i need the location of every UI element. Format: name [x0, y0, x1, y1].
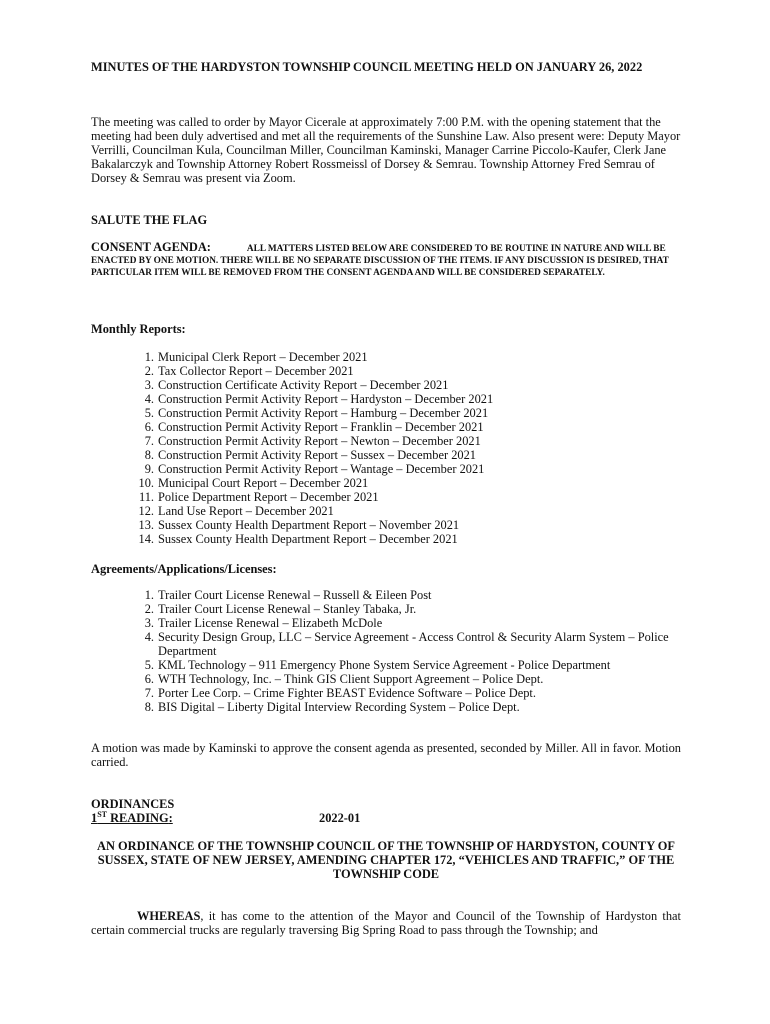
list-text: Construction Permit Activity Report – Sussex – December 2021 [158, 448, 476, 462]
list-text: Land Use Report – December 2021 [158, 504, 334, 518]
monthly-reports-heading: Monthly Reports: [91, 322, 186, 336]
list-item [130, 434, 690, 448]
reading-label [91, 811, 173, 825]
list-item [130, 672, 690, 686]
list-text: Porter Lee Corp. – Crime Fighter BEAST Evidence Software – Police Dept. [158, 686, 536, 700]
list-text: Construction Permit Activity Report – Wantage – December 2021 [158, 462, 485, 476]
reading-colon: : [168, 811, 173, 825]
list-text: Police Department Report – December 2021 [158, 490, 379, 504]
list-text: Construction Certificate Activity Report – December 2021 [158, 378, 449, 392]
list-text: Construction Permit Activity Report – Hamburg – December 2021 [158, 406, 489, 420]
agreements-heading: Agreements/Applications/Licenses: [91, 562, 277, 576]
list-number: 3. [144, 378, 154, 392]
list-number: 13. [138, 518, 154, 532]
list-item [130, 462, 690, 476]
list-item [130, 504, 690, 518]
list-number: 6. [144, 420, 154, 434]
consent-agenda-label: CONSENT AGENDA: [91, 240, 211, 254]
list-number: 12. [138, 504, 154, 518]
list-item [130, 420, 690, 434]
list-number: 3. [144, 616, 154, 630]
list-item [130, 490, 690, 504]
list-number: 4. [144, 392, 154, 406]
list-text: Sussex County Health Department Report – November 2021 [158, 518, 460, 532]
list-item [130, 658, 690, 672]
list-text: BIS Digital – Liberty Digital Interview Recording System – Police Dept. [158, 700, 520, 714]
reading-suffix: ST [97, 809, 107, 819]
whereas-label: WHEREAS [137, 909, 201, 923]
list-number: 9. [144, 462, 154, 476]
list-number: 11. [138, 490, 154, 504]
agreements-list [130, 588, 690, 714]
ordinance-title: AN ORDINANCE OF THE TOWNSHIP COUNCIL OF THE TOWNSHIP OF HARDYSTON, COUNTY OF SUSSEX, STATE OF NEW JERSEY, AMENDING CHAPTER 172, “VEHICLES AND TRAFFIC,” OF THE TOWNSHIP CODE [97, 839, 675, 881]
list-number: 7. [144, 686, 154, 700]
list-number: 8. [144, 700, 154, 714]
list-item [130, 602, 690, 616]
list-text: Municipal Clerk Report – December 2021 [158, 350, 368, 364]
opening-paragraph: The meeting was called to order by Mayor Cicerale at approximately 7:00 P.M. with the opening statement that the meeting had been duly advertised and met all the requirements of the Sunshine Law. Also present were: Deputy Mayor Verrilli, Councilman Kula, Councilman Miller, Councilman Kaminski, Manager Carrine Piccolo-Kaufer, Clerk Jane Bakalarczyk and Township Attorney Robert Rossmeissl of Dorsey & Semrau. Township Attorney Fred Semrau of Dorsey & Semrau was present via Zoom. [91, 115, 681, 185]
list-number: 2. [144, 364, 154, 378]
list-text: Construction Permit Activity Report – Newton – December 2021 [158, 434, 481, 448]
ordinance-number: 2022-01 [319, 811, 361, 825]
whereas-paragraph [91, 909, 681, 937]
ordinances-heading: ORDINANCES [91, 797, 175, 811]
list-number: 6. [144, 672, 154, 686]
list-text: KML Technology – 911 Emergency Phone System Service Agreement - Police Department [158, 658, 611, 672]
reading-text: READING [107, 811, 169, 825]
list-number: 5. [144, 406, 154, 420]
list-item [130, 630, 690, 658]
salute-heading: SALUTE THE FLAG [91, 213, 208, 227]
consent-agenda-text: ALL MATTERS LISTED BELOW ARE CONSIDERED TO BE ROUTINE IN NATURE AND WILL BE ENACTED BY ONE MOTION. THERE WILL BE NO SEPARATE DISCUSSION OF THE ITEMS. IF ANY DISCUSSION IS DESIRED, THAT PARTICULAR ITEM WILL BE REMOVED FROM THE CONSENT AGENDA AND WILL BE CONSIDERED SEPARATELY. [91, 244, 669, 278]
list-text: Construction Permit Activity Report – Hardyston – December 2021 [158, 392, 494, 406]
monthly-reports-list [130, 350, 690, 546]
reading-number: 1 [91, 811, 98, 825]
list-number: 1. [144, 588, 154, 602]
list-item [130, 476, 690, 490]
list-number: 14. [138, 532, 154, 546]
list-text: Tax Collector Report – December 2021 [158, 364, 354, 378]
list-item [130, 406, 690, 420]
list-number: 5. [144, 658, 154, 672]
list-number: 10. [138, 476, 154, 490]
list-item [130, 588, 690, 602]
list-number: 8. [144, 448, 154, 462]
list-number: 7. [144, 434, 154, 448]
list-number: 4. [144, 630, 154, 644]
list-item [130, 378, 690, 392]
list-item [130, 686, 690, 700]
list-text: Security Design Group, LLC – Service Agreement - Access Control & Security Alarm System – Police Department [158, 630, 669, 658]
list-text: Municipal Court Report – December 2021 [158, 476, 369, 490]
list-number: 1. [144, 350, 154, 364]
list-item [130, 350, 690, 364]
list-item [130, 392, 690, 406]
list-item [130, 518, 690, 532]
list-item [130, 700, 690, 714]
list-text: Trailer Court License Renewal – Russell & Eileen Post [158, 588, 432, 602]
motion-paragraph: A motion was made by Kaminski to approve the consent agenda as presented, seconded by Miller. All in favor. Motion carried. [91, 741, 681, 769]
list-item [130, 364, 690, 378]
list-text: WTH Technology, Inc. – Think GIS Client Support Agreement – Police Dept. [158, 672, 544, 686]
list-text: Construction Permit Activity Report – Franklin – December 2021 [158, 420, 484, 434]
list-text: Trailer Court License Renewal – Stanley Tabaka, Jr. [158, 602, 417, 616]
consent-agenda [91, 241, 691, 279]
whereas-text: , it has come to the attention of the Mayor and Council of the Township of Hardyston that certain commercial trucks are regularly traversing Big Spring Road to pass through the Township; and [91, 909, 681, 937]
list-text: Sussex County Health Department Report – December 2021 [158, 532, 458, 546]
list-item [130, 616, 690, 630]
list-number: 2. [144, 602, 154, 616]
document-title: MINUTES OF THE HARDYSTON TOWNSHIP COUNCIL MEETING HELD ON JANUARY 26, 2022 [91, 60, 643, 74]
list-item [130, 532, 690, 546]
list-text: Trailer License Renewal – Elizabeth McDole [158, 616, 383, 630]
list-item [130, 448, 690, 462]
